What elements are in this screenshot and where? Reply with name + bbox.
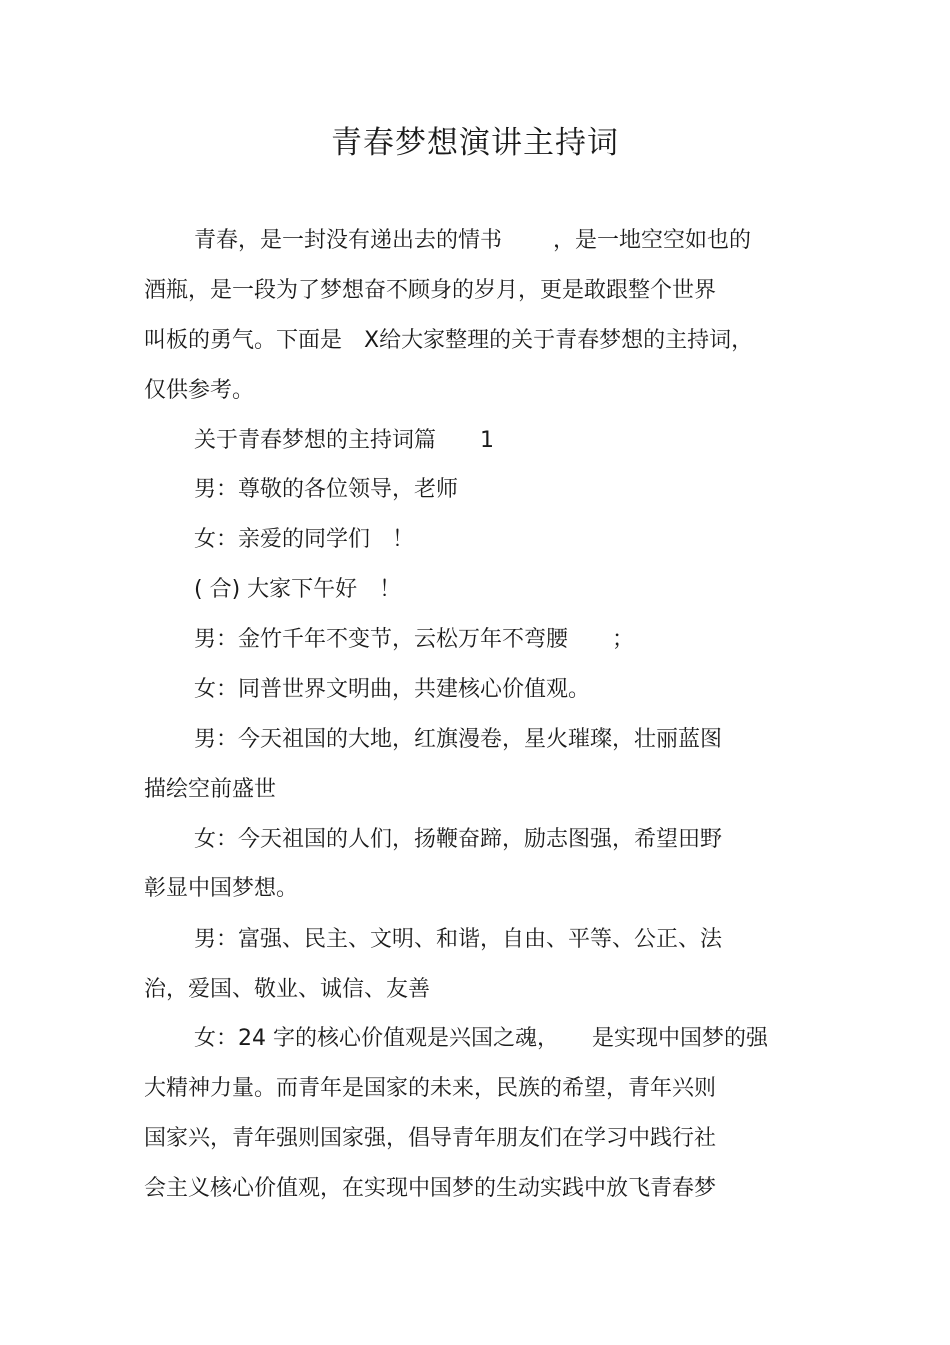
dialogue-line: 女：同普世界文明曲，共建核心价值观。 — [194, 677, 591, 702]
dialogue-line: 女：亲爱的同学们 ！ — [194, 527, 415, 552]
paragraph-line: 仅供参考。 — [144, 378, 255, 403]
dialogue-line: 男：尊敬的各位领导，老师 — [194, 477, 459, 502]
dialogue-line: 会主义核心价值观，在实现中国梦的生动实践中放飞青春梦 — [144, 1176, 717, 1201]
section-heading: 关于青春梦想的主持词篇 1 — [194, 428, 494, 453]
paragraph-line: 叫板的勇气。下面是 X给大家整理的关于青春梦想的主持词， — [144, 328, 754, 353]
dialogue-line: 女：今天祖国的人们，扬鞭奋蹄，励志图强，希望田野 — [194, 827, 723, 852]
dialogue-line: 国家兴，青年强则国家强，倡导青年朋友们在学习中践行社 — [144, 1126, 717, 1151]
dialogue-line: 男：金竹千年不变节，云松万年不弯腰 ； — [194, 627, 635, 652]
paragraph-line: 酒瓶，是一段为了梦想奋不顾身的岁月，更是敢跟整个世界 — [144, 278, 717, 303]
dialogue-line: 治，爱国、敬业、诚信、友善 — [144, 977, 431, 1002]
paragraph-line: 青春，是一封没有递出去的情书 ，是一地空空如也的 — [194, 228, 751, 253]
dialogue-line: 男：今天祖国的大地，红旗漫卷，星火璀璨，壮丽蓝图 — [194, 727, 723, 752]
dialogue-line: ( 合) 大家下午好 ！ — [194, 577, 402, 602]
document-title: 青春梦想演讲主持词 — [331, 125, 619, 161]
dialogue-line: 彰显中国梦想。 — [144, 876, 299, 901]
dialogue-line: 描绘空前盛世 — [144, 777, 277, 802]
dialogue-line: 女：24 字的核心价值观是兴国之魂， 是实现中国梦的强 — [194, 1026, 768, 1051]
dialogue-line: 男：富强、民主、文明、和谐，自由、平等、公正、法 — [194, 927, 723, 952]
dialogue-line: 大精神力量。而青年是国家的未来，民族的希望，青年兴则 — [144, 1076, 717, 1101]
